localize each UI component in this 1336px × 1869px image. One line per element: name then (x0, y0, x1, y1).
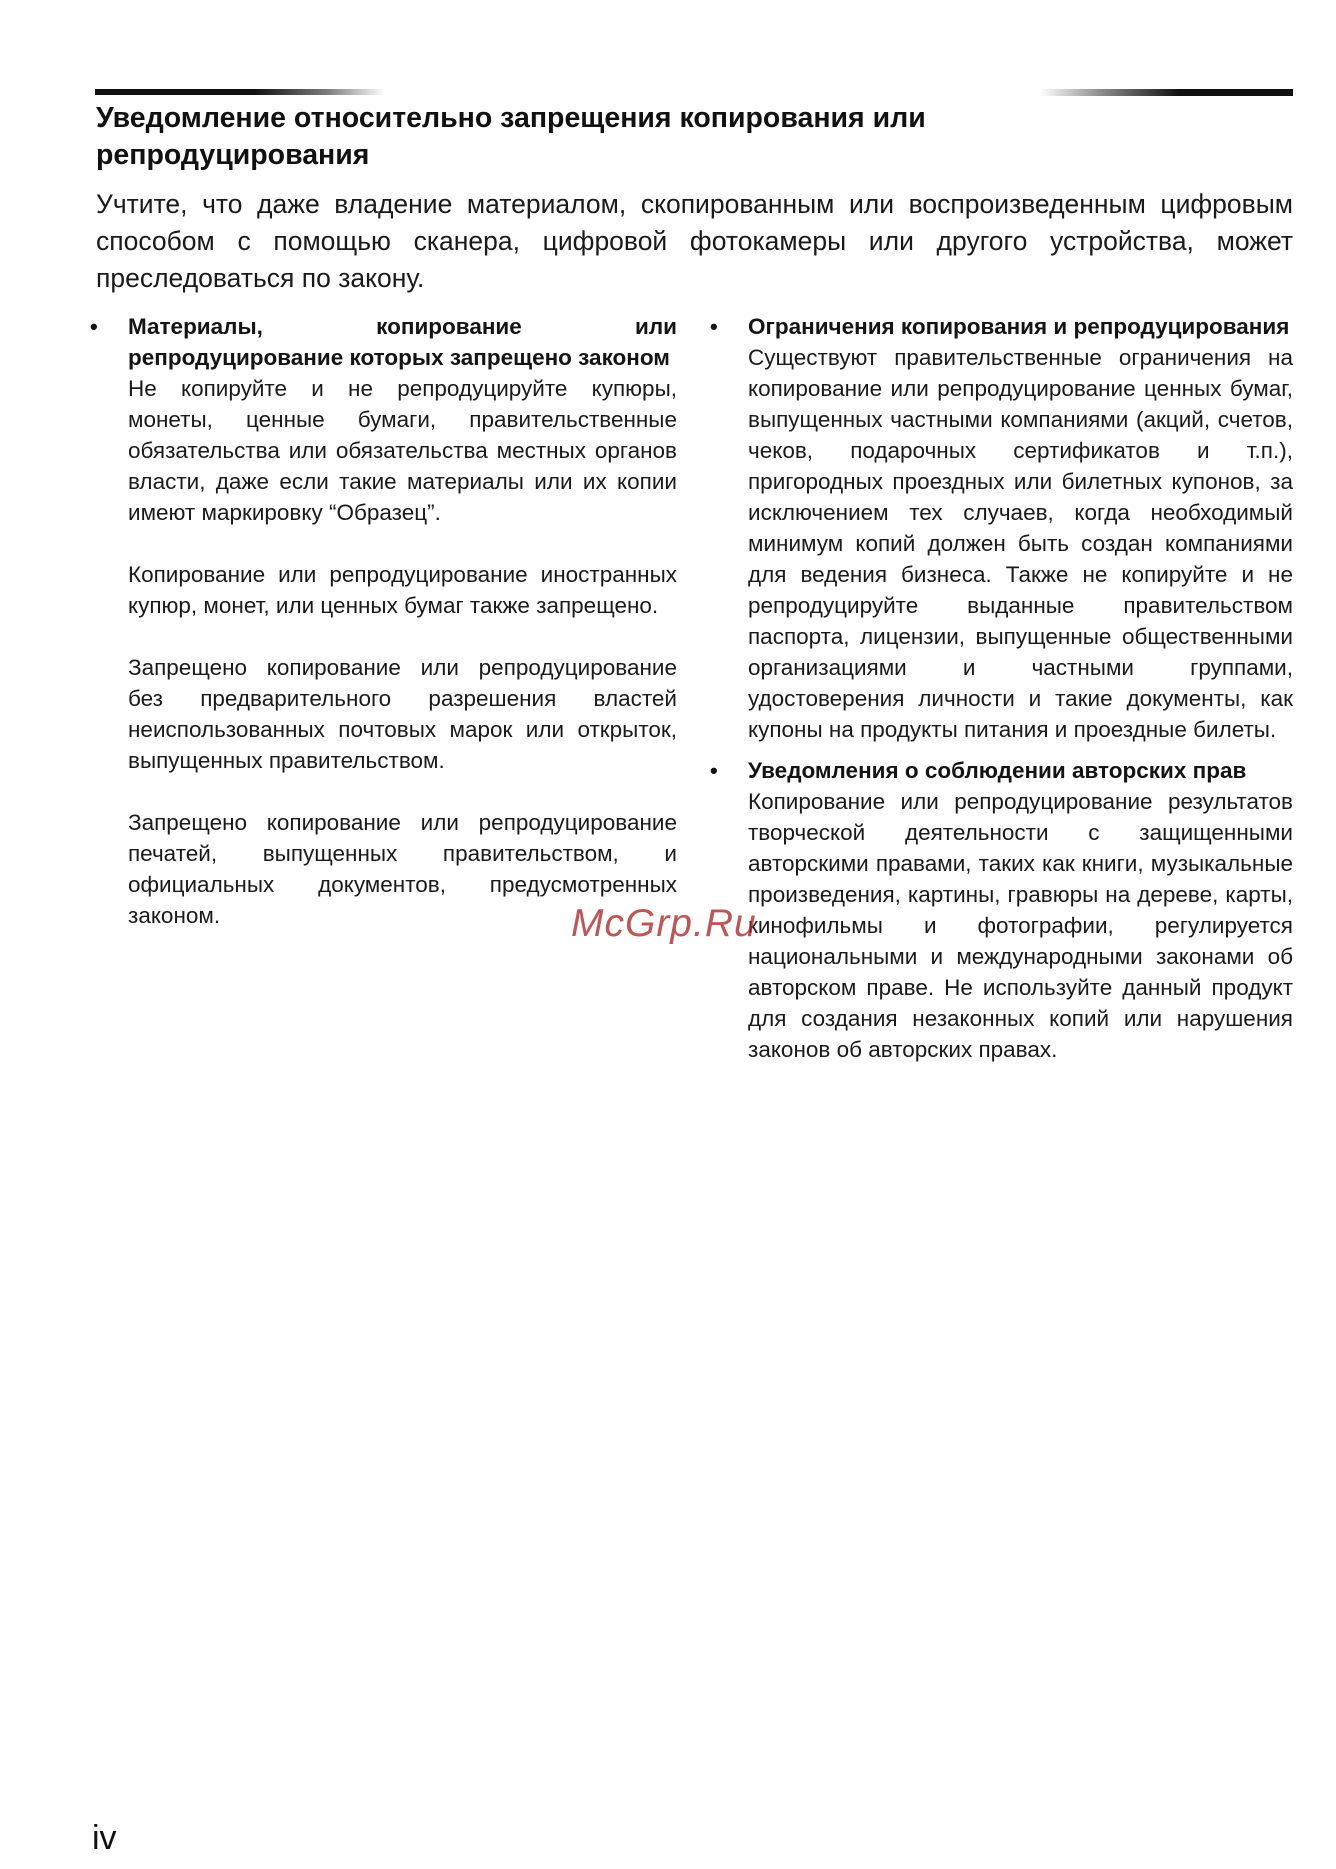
paragraph: Запрещено копирование или репродуцирование без предварительного разрешения властей неиспользованных почтовых марок или открыток, выпущенных правительством. (128, 655, 677, 773)
page-title: Уведомление относительно запрещения копирования или репродуцирования (96, 102, 926, 171)
paragraph: Существуют правительственные ограничения на копирование или репродуцирование ценных бумаг, выпущенных частными компаниями (акций, счетов, чеков, подарочных сертификатов и т.п.), пригородных проездных или билетных купонов, за исключением тех случаев, когда необходимый минимум копий должен быть создан компаниями для ведения бизнеса. Также не копируйте и не репродуцируйте выданные правительством паспорта, лицензии, выпущенные общественными организациями и частными группами, удостоверения личности и такие документы, как купоны на продукты питания и проездные билеты. (748, 345, 1293, 742)
section-heading: Ограничения копирования и репродуцирования (748, 314, 1290, 339)
list-item (90, 311, 677, 931)
section-heading: Материалы, копирование или репродуцирование которых запрещено законом (128, 314, 677, 370)
paragraph: Запрещено копирование или репродуцирование печатей, выпущенных правительством, и официальных документов, предусмотренных законом. (128, 810, 677, 928)
watermark: McGrp.Ru (571, 902, 757, 945)
right-column (710, 311, 1293, 1065)
paragraph: Не копируйте и не репродуцируйте купюры, монеты, ценные бумаги, правительственные обязательства или обязательства местных органов власти, даже если такие материалы или их копии имеют маркировку “Образец”. (128, 376, 677, 525)
bullet-icon: • (710, 314, 718, 339)
header-rule-left (95, 89, 385, 95)
list-item (710, 311, 1293, 745)
bullet-icon: • (710, 758, 718, 783)
paragraph: Копирование или репродуцирование результатов творческой деятельности с защищенными авторскими правами, таких как книги, музыкальные произведения, картины, гравюры на дереве, карты, кинофильмы и фотографии, регулируется национальными и международными законами об авторском праве. Не используйте данный продукт для создания незаконных копий или нарушения законов об авторских правах. (748, 789, 1293, 1062)
header-rule-right (1040, 89, 1293, 96)
section-heading: Уведомления о соблюдении авторских прав (748, 758, 1247, 783)
paragraph: Копирование или репродуцирование иностранных купюр, монет, или ценных бумаг также запрещено. (128, 562, 677, 618)
list-item (710, 755, 1293, 1065)
left-column (90, 311, 677, 931)
bullet-icon: • (90, 314, 98, 339)
intro-paragraph: Учтите, что даже владение материалом, скопированным или воспроизведенным цифровым способом с помощью сканера, цифровой фотокамеры или другого устройства, может преследоваться по закону. (96, 189, 1293, 293)
page-number: iv (92, 1819, 117, 1857)
